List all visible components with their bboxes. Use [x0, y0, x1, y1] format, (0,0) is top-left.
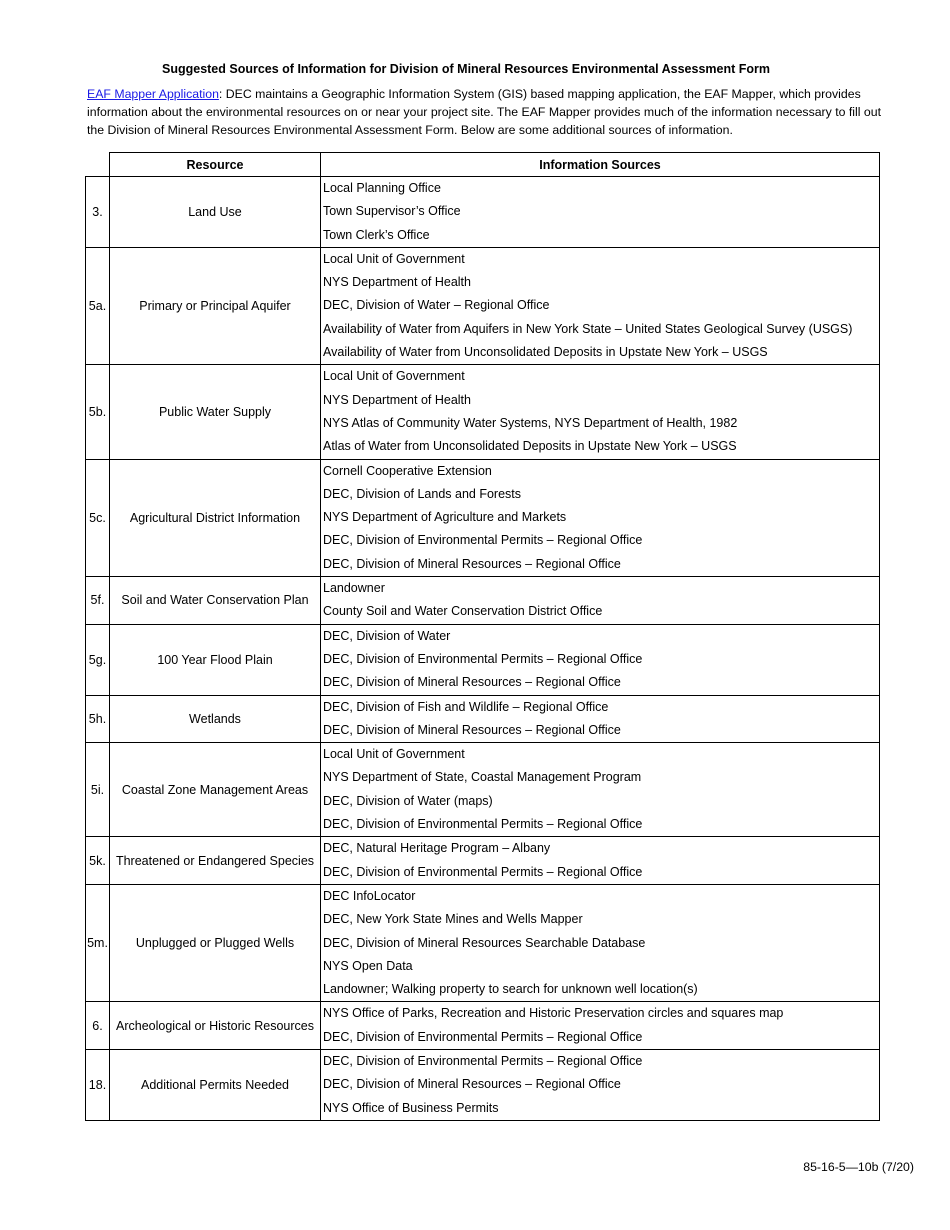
table-body	[86, 177, 880, 1121]
table-row	[86, 365, 880, 459]
table-row	[86, 577, 880, 625]
source-item: Landowner	[323, 581, 385, 596]
information-sources	[321, 695, 880, 743]
source-item: DEC InfoLocator	[323, 888, 416, 903]
source-item: DEC, Division of Water	[323, 628, 451, 643]
information-sources	[321, 577, 880, 625]
source-item: DEC, Division of Environmental Permits – Regional Office	[323, 1053, 643, 1068]
source-item: Town Clerk’s Office	[323, 227, 430, 242]
source-item: DEC, Division of Mineral Resources – Regional Office	[323, 722, 621, 737]
row-number: 5b.	[86, 365, 110, 459]
source-item: DEC, Division of Water (maps)	[323, 793, 493, 808]
table-row	[86, 884, 880, 1001]
row-number: 5a.	[86, 247, 110, 364]
resource-name: Additional Permits Needed	[110, 1049, 321, 1120]
table-row	[86, 1049, 880, 1120]
intro-text: : DEC maintains a Geographic Information System (GIS) based mapping application, the EAF Mapper, which provides information about the environmental resources on or near your project site. The EAF Mapper provides much of the information necessary to fill out the Division of Mineral Resources Environmental Assessment Form. Below are some additional sources of information.	[87, 87, 882, 137]
source-item: DEC, Division of Environmental Permits – Regional Office	[323, 1029, 643, 1044]
resource-name: 100 Year Flood Plain	[110, 624, 321, 695]
row-number: 5c.	[86, 459, 110, 576]
information-sources	[321, 459, 880, 576]
source-item: Cornell Cooperative Extension	[323, 463, 492, 478]
source-item: DEC, Division of Mineral Resources – Regional Office	[323, 1077, 621, 1092]
table-row	[86, 459, 880, 576]
information-sources	[321, 884, 880, 1001]
source-item: NYS Office of Parks, Recreation and Historic Preservation circles and squares map	[323, 1006, 784, 1021]
table-row	[86, 1002, 880, 1050]
source-item: DEC, Division of Fish and Wildlife – Regional Office	[323, 699, 609, 714]
information-sources	[321, 1002, 880, 1050]
resource-name: Archeological or Historic Resources	[110, 1002, 321, 1050]
resource-header: Resource	[110, 153, 321, 177]
resource-name: Soil and Water Conservation Plan	[110, 577, 321, 625]
source-item: DEC, Division of Environmental Permits – Regional Office	[323, 864, 643, 879]
source-item: NYS Atlas of Community Water Systems, NYS Department of Health, 1982	[323, 415, 738, 430]
resource-name: Land Use	[110, 177, 321, 248]
source-item: Atlas of Water from Unconsolidated Deposits in Upstate New York – USGS	[323, 439, 737, 454]
resource-name: Threatened or Endangered Species	[110, 837, 321, 885]
row-number: 5k.	[86, 837, 110, 885]
source-item: Availability of Water from Aquifers in New York State – United States Geological Survey (USGS)	[323, 321, 853, 336]
source-item: DEC, Division of Water – Regional Office	[323, 298, 550, 313]
source-item: DEC, Division of Mineral Resources Searchable Database	[323, 935, 646, 950]
resource-name: Coastal Zone Management Areas	[110, 743, 321, 837]
source-item: Local Unit of Government	[323, 369, 465, 384]
sources-header: Information Sources	[321, 153, 880, 177]
source-item: Availability of Water from Unconsolidated Deposits in Upstate New York – USGS	[323, 345, 768, 360]
source-item: NYS Department of Agriculture and Markets	[323, 510, 567, 525]
source-item: NYS Department of State, Coastal Management Program	[323, 770, 642, 785]
information-sources	[321, 837, 880, 885]
source-item: NYS Department of Health	[323, 392, 471, 407]
source-item: Local Planning Office	[323, 181, 441, 195]
resource-name: Unplugged or Plugged Wells	[110, 884, 321, 1001]
source-item: DEC, Division of Environmental Permits – Regional Office	[323, 817, 643, 832]
source-item: NYS Department of Health	[323, 275, 471, 290]
source-item: DEC, Division of Environmental Permits – Regional Office	[323, 651, 643, 666]
table-row	[86, 837, 880, 885]
source-item: County Soil and Water Conservation District Office	[323, 604, 603, 619]
source-item: DEC, Natural Heritage Program – Albany	[323, 841, 551, 856]
source-item: Local Unit of Government	[323, 251, 465, 266]
number-header	[86, 153, 110, 177]
row-number: 5g.	[86, 624, 110, 695]
source-item: Local Unit of Government	[323, 747, 465, 762]
resource-name: Agricultural District Information	[110, 459, 321, 576]
information-sources	[321, 247, 880, 364]
source-item: DEC, Division of Lands and Forests	[323, 486, 522, 501]
table-row	[86, 743, 880, 837]
row-number: 5i.	[86, 743, 110, 837]
resource-name: Public Water Supply	[110, 365, 321, 459]
row-number: 6.	[86, 1002, 110, 1050]
source-item: Landowner; Walking property to search for unknown well location(s)	[323, 982, 698, 997]
eaf-mapper-link[interactable]: EAF Mapper Application	[87, 87, 219, 101]
row-number: 5h.	[86, 695, 110, 743]
resource-name: Primary or Principal Aquifer	[110, 247, 321, 364]
source-item: DEC, New York State Mines and Wells Mapper	[323, 912, 583, 927]
row-number: 3.	[86, 177, 110, 248]
intro-paragraph	[87, 85, 893, 139]
information-sources	[321, 365, 880, 459]
table-row	[86, 247, 880, 364]
source-item: NYS Open Data	[323, 958, 413, 973]
row-number: 18.	[86, 1049, 110, 1120]
source-item: DEC, Division of Mineral Resources – Regional Office	[323, 556, 621, 571]
page-title: Suggested Sources of Information for Division of Mineral Resources Environmental Assessment Form	[162, 62, 770, 76]
table-row	[86, 624, 880, 695]
row-number: 5m.	[86, 884, 110, 1001]
information-sources	[321, 1049, 880, 1120]
table-header-row	[86, 153, 880, 177]
source-item: DEC, Division of Environmental Permits – Regional Office	[323, 533, 643, 548]
information-sources	[321, 743, 880, 837]
table-row	[86, 695, 880, 743]
source-item: DEC, Division of Mineral Resources – Regional Office	[323, 675, 621, 690]
resource-name: Wetlands	[110, 695, 321, 743]
information-sources	[321, 624, 880, 695]
source-item: NYS Office of Business Permits	[323, 1100, 499, 1115]
source-item: Town Supervisor’s Office	[323, 204, 461, 219]
form-number: 85-16-5—10b (7/20)	[803, 1160, 914, 1174]
information-sources	[321, 177, 880, 248]
row-number: 5f.	[86, 577, 110, 625]
table-row	[86, 177, 880, 248]
resources-table	[85, 152, 880, 1121]
